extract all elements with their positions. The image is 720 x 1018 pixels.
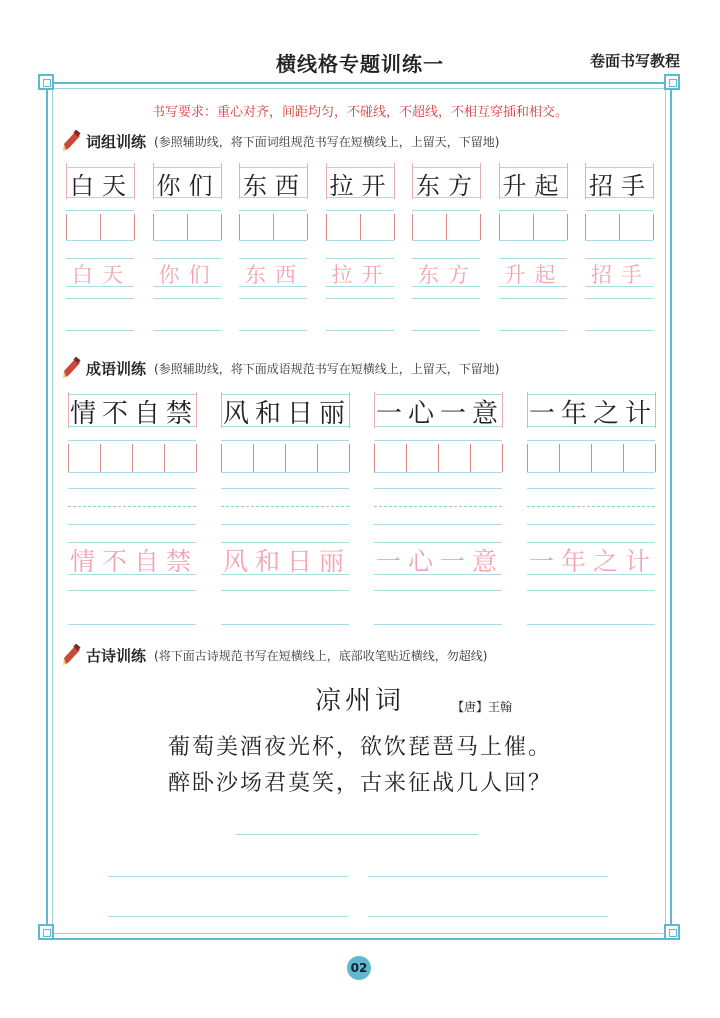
guide-tick bbox=[164, 444, 165, 472]
guide-tick bbox=[285, 444, 286, 472]
model-character: 风 bbox=[223, 399, 250, 429]
poem-author: 【唐】王翰 bbox=[452, 700, 513, 714]
poem-writing-line[interactable] bbox=[108, 876, 348, 877]
model-character: 手 bbox=[621, 172, 645, 200]
model-character: 开 bbox=[361, 172, 386, 200]
guide-tick bbox=[100, 444, 101, 472]
guide-tick bbox=[438, 444, 439, 472]
trace-character: 升 bbox=[504, 263, 526, 287]
guide-tick bbox=[317, 444, 318, 472]
trace-character: 之 bbox=[593, 547, 619, 576]
poem-writing-line[interactable] bbox=[236, 834, 478, 835]
guide-line bbox=[326, 210, 394, 211]
word-section-note: (参照辅助线，将下面词组规范书写在短横线上，上留天，下留地) bbox=[154, 134, 500, 149]
trace-character: 心 bbox=[408, 547, 434, 576]
guide-tick bbox=[68, 444, 69, 472]
guide-tick bbox=[221, 163, 222, 199]
poem-writing-line[interactable] bbox=[368, 876, 608, 877]
guide-line bbox=[221, 440, 349, 441]
writing-line[interactable] bbox=[374, 488, 502, 489]
guide-tick bbox=[567, 163, 568, 199]
guide-tick bbox=[653, 163, 654, 199]
guide-tick bbox=[326, 163, 327, 199]
guide-tick bbox=[394, 163, 395, 199]
dashed-guide bbox=[221, 506, 349, 507]
guide-tick bbox=[360, 214, 361, 240]
poem-section-header bbox=[62, 643, 487, 667]
guide-tick bbox=[307, 214, 308, 240]
guide-tick bbox=[527, 392, 528, 428]
writing-line[interactable] bbox=[412, 330, 480, 331]
trace-character: 东 bbox=[245, 263, 266, 287]
model-character: 情 bbox=[70, 399, 97, 429]
guide-tick bbox=[480, 214, 481, 240]
guide-line bbox=[153, 210, 221, 211]
writing-requirement: 书写要求：重心对齐，间距均匀，不碰线，不超线，不相互穿插和相交。 bbox=[151, 105, 568, 120]
dashed-guide bbox=[374, 506, 502, 507]
trace-character: 天 bbox=[102, 263, 123, 287]
writing-line[interactable] bbox=[239, 298, 307, 299]
writing-line[interactable] bbox=[326, 298, 394, 299]
trace-character: 自 bbox=[134, 547, 160, 576]
poem-title: 凉州词 bbox=[314, 686, 405, 716]
guide-tick bbox=[655, 392, 656, 428]
guide-tick bbox=[623, 444, 624, 472]
model-character: 天 bbox=[102, 172, 126, 200]
writing-line[interactable] bbox=[499, 330, 567, 331]
model-character: 方 bbox=[448, 172, 472, 200]
model-character: 白 bbox=[70, 172, 94, 200]
word-section-title: 词组训练 bbox=[86, 132, 147, 151]
model-character: 之 bbox=[593, 399, 620, 429]
model-character: 你 bbox=[156, 172, 181, 200]
trace-character: 不 bbox=[102, 547, 128, 576]
guide-line bbox=[412, 240, 480, 241]
writing-line[interactable] bbox=[66, 298, 134, 299]
guide-tick bbox=[502, 444, 503, 472]
model-character: 东 bbox=[416, 172, 440, 200]
frame-corner-ornament bbox=[38, 74, 54, 90]
trace-character: 风 bbox=[223, 547, 249, 576]
frame-corner-ornament bbox=[38, 924, 54, 940]
model-character: 丽 bbox=[319, 399, 346, 429]
model-character: 禁 bbox=[166, 399, 193, 429]
guide-line bbox=[527, 472, 655, 473]
trace-character: 情 bbox=[70, 547, 96, 576]
model-character: 拉 bbox=[329, 172, 354, 200]
trace-character: 拉 bbox=[331, 263, 353, 287]
guide-tick bbox=[559, 444, 560, 472]
writing-line[interactable] bbox=[374, 624, 502, 625]
trace-character: 丽 bbox=[319, 547, 345, 576]
model-character: 日 bbox=[287, 399, 314, 429]
guide-tick bbox=[412, 214, 413, 240]
poem-section-note: (将下面古诗规范书写在短横线上，底部收笔贴近横线，勿超线) bbox=[154, 648, 488, 663]
idiom-section-header bbox=[62, 356, 499, 380]
guide-tick bbox=[132, 444, 133, 472]
guide-line bbox=[374, 472, 502, 473]
writing-line[interactable] bbox=[326, 330, 394, 331]
guide-tick bbox=[349, 392, 350, 428]
trace-character: 一 bbox=[440, 547, 466, 576]
idiom-section-title: 成语训练 bbox=[86, 359, 147, 378]
trace-character: 开 bbox=[361, 263, 383, 287]
writing-line[interactable] bbox=[68, 524, 196, 525]
writing-line[interactable] bbox=[221, 524, 349, 525]
model-character: 自 bbox=[134, 399, 161, 429]
page-title: 横线格专题训练一 bbox=[276, 52, 444, 76]
trace-character: 一 bbox=[529, 547, 555, 576]
writing-line[interactable] bbox=[527, 488, 655, 489]
guide-tick bbox=[653, 214, 654, 240]
guide-tick bbox=[134, 163, 135, 199]
guide-tick bbox=[239, 214, 240, 240]
guide-line bbox=[221, 472, 349, 473]
guide-tick bbox=[153, 214, 154, 240]
guide-line bbox=[585, 240, 653, 241]
trace-character: 西 bbox=[275, 263, 296, 287]
guide-line bbox=[68, 440, 196, 441]
model-character: 一 bbox=[440, 399, 467, 429]
guide-tick bbox=[480, 163, 481, 199]
writing-line[interactable] bbox=[239, 330, 307, 331]
trace-character: 和 bbox=[255, 547, 281, 576]
model-character: 意 bbox=[472, 399, 499, 429]
guide-tick bbox=[502, 392, 503, 428]
guide-tick bbox=[153, 163, 154, 199]
guide-tick bbox=[221, 392, 222, 428]
guide-line bbox=[239, 240, 307, 241]
writing-line[interactable] bbox=[527, 524, 655, 525]
writing-line[interactable] bbox=[221, 624, 349, 625]
guide-tick bbox=[349, 444, 350, 472]
guide-tick bbox=[68, 392, 69, 428]
guide-tick bbox=[326, 214, 327, 240]
guide-tick bbox=[470, 444, 471, 472]
dashed-guide bbox=[68, 506, 196, 507]
model-character: 升 bbox=[502, 172, 527, 200]
guide-tick bbox=[527, 444, 528, 472]
guide-tick bbox=[187, 214, 188, 240]
guide-line bbox=[585, 210, 653, 211]
writing-line[interactable] bbox=[68, 590, 196, 591]
pen-icon bbox=[62, 644, 82, 666]
writing-line[interactable] bbox=[374, 524, 502, 525]
writing-line[interactable] bbox=[221, 590, 349, 591]
model-character: 心 bbox=[408, 399, 435, 429]
model-character: 起 bbox=[534, 172, 559, 200]
guide-tick bbox=[273, 214, 274, 240]
writing-line[interactable] bbox=[585, 330, 653, 331]
guide-tick bbox=[196, 444, 197, 472]
guide-line bbox=[499, 240, 567, 241]
guide-tick bbox=[412, 163, 413, 199]
frame-corner-ornament bbox=[664, 924, 680, 940]
poem-writing-line[interactable] bbox=[368, 916, 608, 917]
idiom-section-note: (参照辅助线，将下面成语规范书写在短横线上，上留天，下留地) bbox=[154, 361, 500, 376]
guide-tick bbox=[619, 214, 620, 240]
guide-tick bbox=[239, 163, 240, 199]
trace-character: 日 bbox=[287, 547, 313, 576]
guide-tick bbox=[446, 214, 447, 240]
guide-line bbox=[68, 472, 196, 473]
guide-tick bbox=[394, 214, 395, 240]
model-character: 计 bbox=[625, 399, 652, 429]
trace-character: 禁 bbox=[166, 547, 192, 576]
guide-line bbox=[239, 210, 307, 211]
writing-line[interactable] bbox=[499, 298, 567, 299]
guide-tick bbox=[253, 444, 254, 472]
guide-tick bbox=[100, 214, 101, 240]
guide-tick bbox=[567, 214, 568, 240]
guide-tick bbox=[134, 214, 135, 240]
guide-tick bbox=[585, 163, 586, 199]
trace-character: 们 bbox=[188, 263, 210, 287]
model-character: 年 bbox=[561, 399, 588, 429]
guide-tick bbox=[307, 163, 308, 199]
guide-tick bbox=[533, 214, 534, 240]
word-section-header bbox=[62, 129, 499, 153]
guide-tick bbox=[655, 444, 656, 472]
guide-line bbox=[374, 440, 502, 441]
poem-line: 醉卧沙场君莫笑，古来征战几人回？ bbox=[167, 771, 552, 796]
guide-tick bbox=[66, 214, 67, 240]
model-character: 们 bbox=[188, 172, 213, 200]
writing-line[interactable] bbox=[221, 488, 349, 489]
writing-line[interactable] bbox=[527, 590, 655, 591]
guide-tick bbox=[196, 392, 197, 428]
trace-character: 年 bbox=[561, 547, 587, 576]
page-number: 02 bbox=[347, 956, 371, 980]
guide-tick bbox=[66, 163, 67, 199]
model-character: 招 bbox=[589, 172, 613, 200]
guide-line bbox=[499, 210, 567, 211]
guide-line bbox=[66, 240, 134, 241]
guide-tick bbox=[591, 444, 592, 472]
trace-character: 一 bbox=[376, 547, 402, 576]
guide-tick bbox=[499, 163, 500, 199]
writing-line[interactable] bbox=[412, 298, 480, 299]
model-character: 东 bbox=[243, 172, 267, 200]
writing-line[interactable] bbox=[374, 590, 502, 591]
trace-character: 方 bbox=[448, 263, 469, 287]
trace-character: 起 bbox=[534, 263, 556, 287]
series-title: 卷面书写教程 bbox=[589, 52, 680, 70]
guide-tick bbox=[374, 444, 375, 472]
pen-icon bbox=[62, 130, 82, 152]
writing-line[interactable] bbox=[153, 298, 221, 299]
poem-section-title: 古诗训练 bbox=[86, 646, 147, 665]
trace-character: 计 bbox=[625, 547, 651, 576]
writing-line[interactable] bbox=[68, 624, 196, 625]
guide-tick bbox=[585, 214, 586, 240]
trace-character: 你 bbox=[158, 263, 180, 287]
writing-line[interactable] bbox=[68, 488, 196, 489]
writing-line[interactable] bbox=[585, 298, 653, 299]
poem-writing-line[interactable] bbox=[108, 916, 348, 917]
guide-line bbox=[326, 240, 394, 241]
guide-tick bbox=[374, 392, 375, 428]
model-character: 和 bbox=[255, 399, 282, 429]
poem-line: 葡萄美酒夜光杯，欲饮琵琶马上催。 bbox=[167, 735, 552, 760]
guide-tick bbox=[406, 444, 407, 472]
guide-line bbox=[527, 440, 655, 441]
guide-tick bbox=[499, 214, 500, 240]
model-character: 不 bbox=[102, 399, 129, 429]
writing-line[interactable] bbox=[66, 330, 134, 331]
trace-character: 白 bbox=[72, 263, 93, 287]
trace-character: 意 bbox=[472, 547, 498, 576]
writing-line[interactable] bbox=[527, 624, 655, 625]
trace-character: 东 bbox=[418, 263, 439, 287]
pen-icon bbox=[62, 357, 82, 379]
guide-tick bbox=[221, 214, 222, 240]
model-character: 西 bbox=[275, 172, 299, 200]
trace-character: 手 bbox=[621, 263, 642, 287]
trace-character: 招 bbox=[591, 263, 612, 287]
guide-line bbox=[153, 240, 221, 241]
writing-line[interactable] bbox=[153, 330, 221, 331]
model-character: 一 bbox=[529, 399, 556, 429]
guide-line bbox=[412, 210, 480, 211]
dashed-guide bbox=[527, 506, 655, 507]
guide-line bbox=[66, 210, 134, 211]
model-character: 一 bbox=[376, 399, 403, 429]
frame-corner-ornament bbox=[664, 74, 680, 90]
guide-tick bbox=[221, 444, 222, 472]
